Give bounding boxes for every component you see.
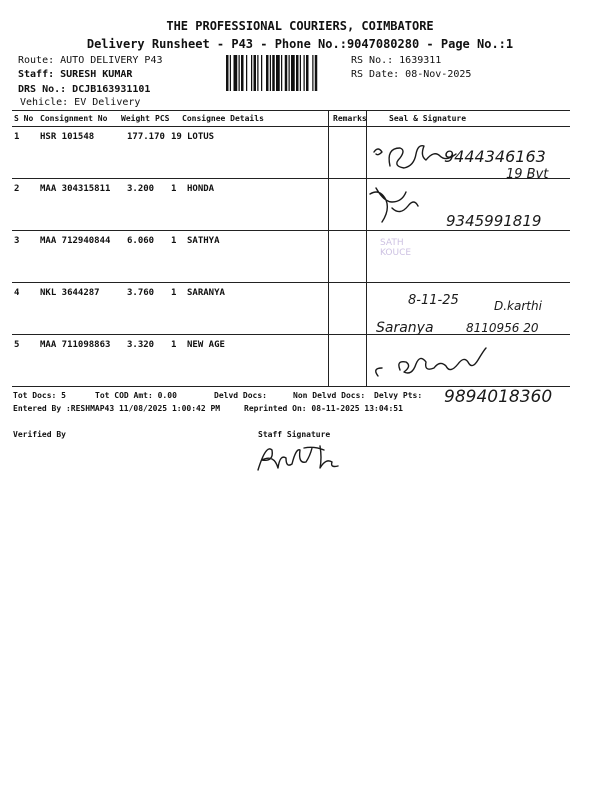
row-consignment: MAA 712940844 (40, 236, 111, 246)
row-consignee: HONDA (187, 184, 215, 194)
barcode-bar (272, 55, 275, 91)
row-weight: 3.200 (127, 184, 155, 194)
barcode-bar (306, 55, 309, 91)
col-consignee: Consignee Details (182, 114, 264, 123)
barcode-bar (226, 55, 229, 91)
col-pcs: PCS (155, 114, 170, 123)
row-consignee: NEW AGE (187, 340, 225, 350)
barcode-bar (230, 55, 231, 91)
signature-row4 (370, 286, 570, 336)
total-cod-amount: Tot COD Amt: 0.00 (95, 391, 177, 400)
row-consignment: MAA 711098863 (40, 340, 111, 350)
row4-name-handwriting: D.karthi (494, 299, 542, 313)
non-delivered-docs: Non Delvd Docs: (293, 391, 366, 400)
remarks-right-border (366, 110, 367, 386)
signature-row2 (366, 180, 566, 232)
barcode-bar (270, 55, 271, 91)
stamp-line: KOUCE (380, 248, 412, 258)
table-header-rule (12, 126, 570, 127)
route-label: Route: AUTO DELIVERY P43 (18, 55, 163, 66)
barcode-bar (239, 55, 240, 91)
rs-date: RS Date: 08-Nov-2025 (351, 69, 472, 80)
barcode-bar (276, 55, 280, 91)
row-pcs: 19 (171, 132, 182, 142)
remarks-left-border (328, 110, 329, 386)
company-title: THE PROFESSIONAL COURIERS, COIMBATORE (166, 19, 434, 33)
stamp-line: SATH (380, 238, 404, 248)
table-top-rule (12, 110, 570, 111)
barcode-bar (296, 55, 299, 91)
barcode-bar (257, 55, 258, 91)
barcode-bar (241, 55, 244, 91)
barcode-bar (281, 55, 282, 91)
barcode-bar (234, 55, 238, 91)
row-pcs: 1 (171, 184, 177, 194)
row-sno: 3 (14, 236, 20, 246)
row-consignment: NKL 3644287 (40, 288, 100, 298)
row-pcs: 1 (171, 288, 177, 298)
row-weight: 6.060 (127, 236, 155, 246)
rs-number: RS No.: 1639311 (351, 55, 442, 66)
col-sno: S No (14, 114, 34, 123)
footer-phone-handwriting (440, 378, 580, 408)
row-consignee: SARANYA (187, 288, 225, 298)
row-weight: 3.760 (127, 288, 155, 298)
row-sno: 4 (14, 288, 20, 298)
barcode (226, 55, 346, 91)
row4-phone-handwriting: 8110956 20 (466, 321, 539, 335)
barcode-bar (266, 55, 269, 91)
row-pcs: 1 (171, 236, 177, 246)
staff-label: Staff: SURESH KUMAR (18, 69, 133, 80)
barcode-bar (254, 55, 257, 91)
row-consignee: SATHYA (187, 236, 220, 246)
row-consignee: LOTUS (187, 132, 215, 142)
barcode-bar (261, 55, 262, 91)
staff-signature (254, 440, 354, 476)
row-consignment: HSR 101548 (40, 132, 95, 142)
signature-row1 (370, 128, 570, 180)
barcode-bar (251, 55, 252, 91)
row-weight: 3.320 (127, 340, 155, 350)
col-consignment: Consignment No (40, 114, 108, 123)
row1-count-handwriting: 19 Bvt (506, 167, 549, 182)
barcode-bar (291, 55, 295, 91)
barcode-bar (246, 55, 247, 91)
row4-date-handwriting: 8-11-25 (408, 293, 459, 308)
row-sno: 2 (14, 184, 20, 194)
col-remarks: Remarks (333, 114, 367, 123)
company-stamp (380, 238, 440, 274)
row-pcs: 1 (171, 340, 177, 350)
reprinted-on: Reprinted On: 08-11-2025 13:04:51 (244, 404, 403, 413)
row2-phone-handwriting: 9345991819 (446, 212, 542, 230)
barcode-bar (315, 55, 318, 91)
col-weight: Weight (121, 114, 150, 123)
barcode-bar (289, 55, 290, 91)
verified-by-label: Verified By (13, 430, 66, 439)
total-docs: Tot Docs: 5 (13, 391, 66, 400)
barcode-bar (285, 55, 288, 91)
barcode-bar (312, 55, 313, 91)
runsheet-title: Delivery Runsheet - P43 - Phone No.:9047080280 - Page No.:1 (86, 37, 514, 51)
staff-signature-label: Staff Signature (258, 430, 331, 439)
barcode-bar (304, 55, 305, 91)
row-consignment: MAA 304315811 (40, 184, 111, 194)
delivered-docs: Delvd Docs: (214, 391, 267, 400)
barcode-bar (300, 55, 301, 91)
delivery-points: Delvy Pts: (374, 391, 423, 400)
drs-number: DRS No.: DCJB163931101 (18, 84, 151, 95)
row-divider (12, 282, 570, 283)
row4-sign-handwriting: Saranya (376, 320, 434, 336)
row-sno: 5 (14, 340, 20, 350)
row1-phone-handwriting: 9444346163 (444, 147, 546, 166)
footer-phone-text: 9894018360 (444, 387, 553, 407)
row-weight: 177.170 (127, 132, 165, 142)
vehicle-label: Vehicle: EV Delivery (20, 97, 141, 108)
row-sno: 1 (14, 132, 20, 142)
col-seal-signature: Seal & Signature (389, 114, 467, 123)
entered-by: Entered By :RESHMAP43 11/08/2025 1:00:42 PM (13, 404, 221, 413)
